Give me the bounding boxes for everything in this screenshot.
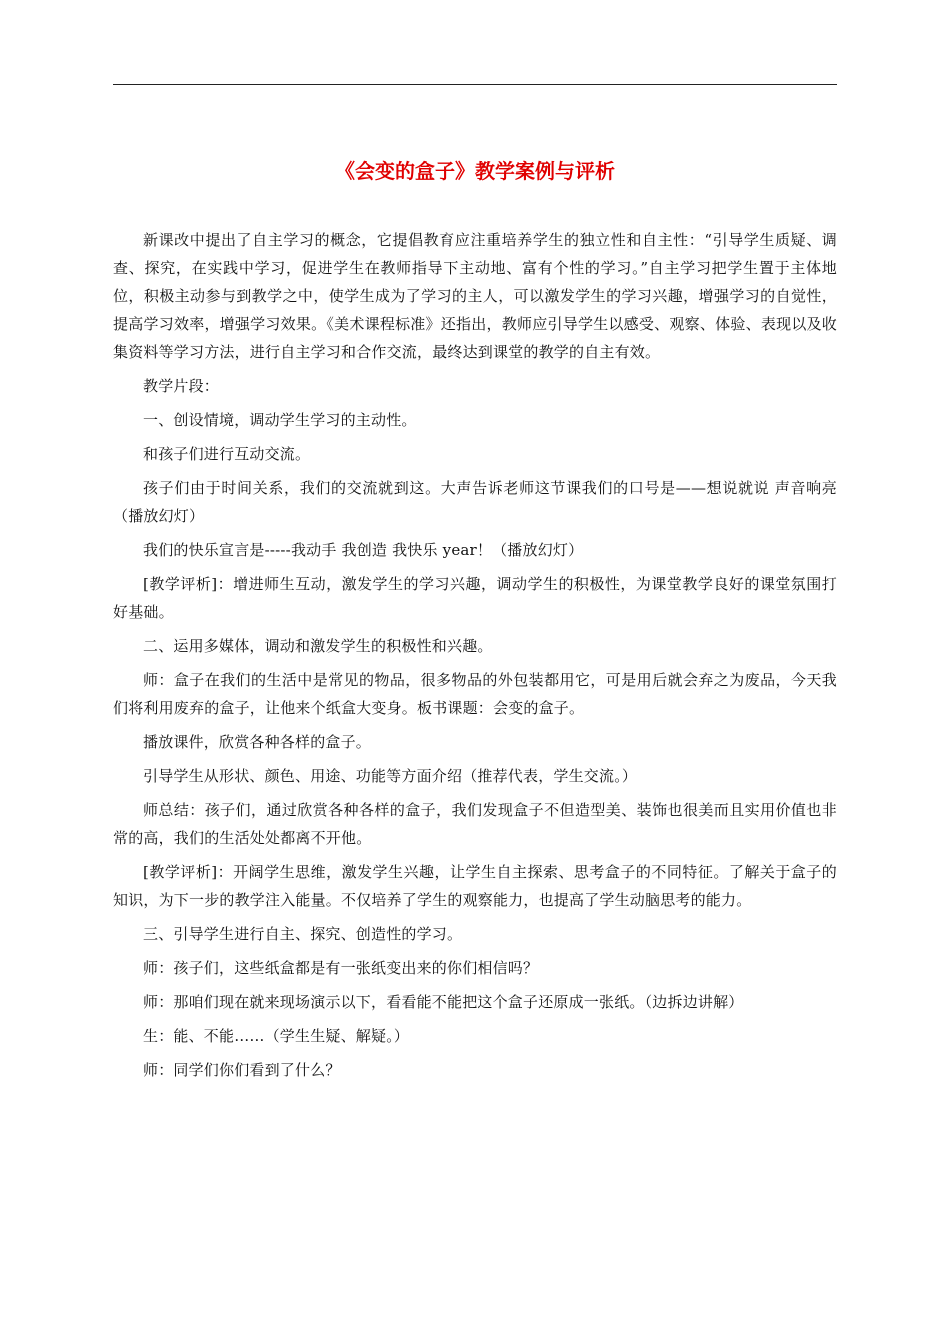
document-title: 《会变的盒子》教学案例与评析 [335,159,615,183]
paragraph-heading-3: 三、引导学生进行自主、探究、创造性的学习。 [143,925,463,943]
paragraph-commentary: [教学评析]：增进师生互动，激发学生的学习兴趣，调动学生的积极性，为课堂教学良好的课堂氛围打好基础。 [113,575,837,621]
paragraph: 播放课件，欣赏各种各样的盒子。 [143,733,372,751]
paragraph: 生：能、不能……（学生生疑、解疑。） [143,1027,410,1045]
paragraph: 引导学生从形状、颜色、用途、功能等方面介绍（推荐代表，学生交流。） [143,767,638,785]
paragraph-commentary: [教学评析]：开阔学生思维，激发学生兴趣，让学生自主探索、思考盒子的不同特征。了解关于盒子的知识，为下一步的教学注入能量。不仅培养了学生的观察能力，也提高了学生动脑思考的能力。 [113,863,837,909]
paragraph-heading-1: 一、创设情境，调动学生学习的主动性。 [143,411,417,429]
paragraph: 我们的快乐宣言是-----我动手 我创造 我快乐 year！（播放幻灯） [143,541,584,559]
paragraph-section-label: 教学片段： [143,377,220,395]
paragraph: 师：盒子在我们的生活中是常见的物品，很多物品的外包装都用它，可是用后就会弃之为废品，今天我们将利用废弃的盒子，让他来个纸盒大变身。板书课题：会变的盒子。 [113,671,837,717]
paragraph: 师：同学们你们看到了什么？ [143,1061,341,1079]
document-body [113,226,837,1090]
paragraph: 师：孩子们，这些纸盒都是有一张纸变出来的你们相信吗？ [143,959,539,977]
paragraph-heading-2: 二、运用多媒体，调动和激发学生的积极性和兴趣。 [143,637,493,655]
paragraph-intro: 新课改中提出了自主学习的概念，它提倡教育应注重培养学生的独立性和自主性：“引导学生质疑、调查、探究，在实践中学习，促进学生在教师指导下主动地、富有个性的学习。”自主学习把学生置于主体地位，积极主动参与到教学之中，使学生成为了学习的主人，可以激发学生的学习兴趣，增强学习的自觉性，提高学习效率，增强学习效果。《美术课程标准》还指出，教师应引导学生以感受、观察、体验、表现以及收集资料等学习方法，进行自主学习和合作交流，最终达到课堂的教学的自主有效。 [113,231,837,361]
paragraph: 师：那咱们现在就来现场演示以下，看看能不能把这个盒子还原成一张纸。（边拆边讲解） [143,993,744,1011]
paragraph: 和孩子们进行互动交流。 [143,445,311,463]
paragraph: 师总结：孩子们，通过欣赏各种各样的盒子，我们发现盒子不但造型美、装饰也很美而且实用价值也非常的高，我们的生活处处都离不开他。 [113,801,837,847]
header-rule [113,84,837,85]
paragraph: 孩子们由于时间关系，我们的交流就到这。大声告诉老师这节课我们的口号是——想说就说 声音响亮（播放幻灯） [113,479,837,525]
